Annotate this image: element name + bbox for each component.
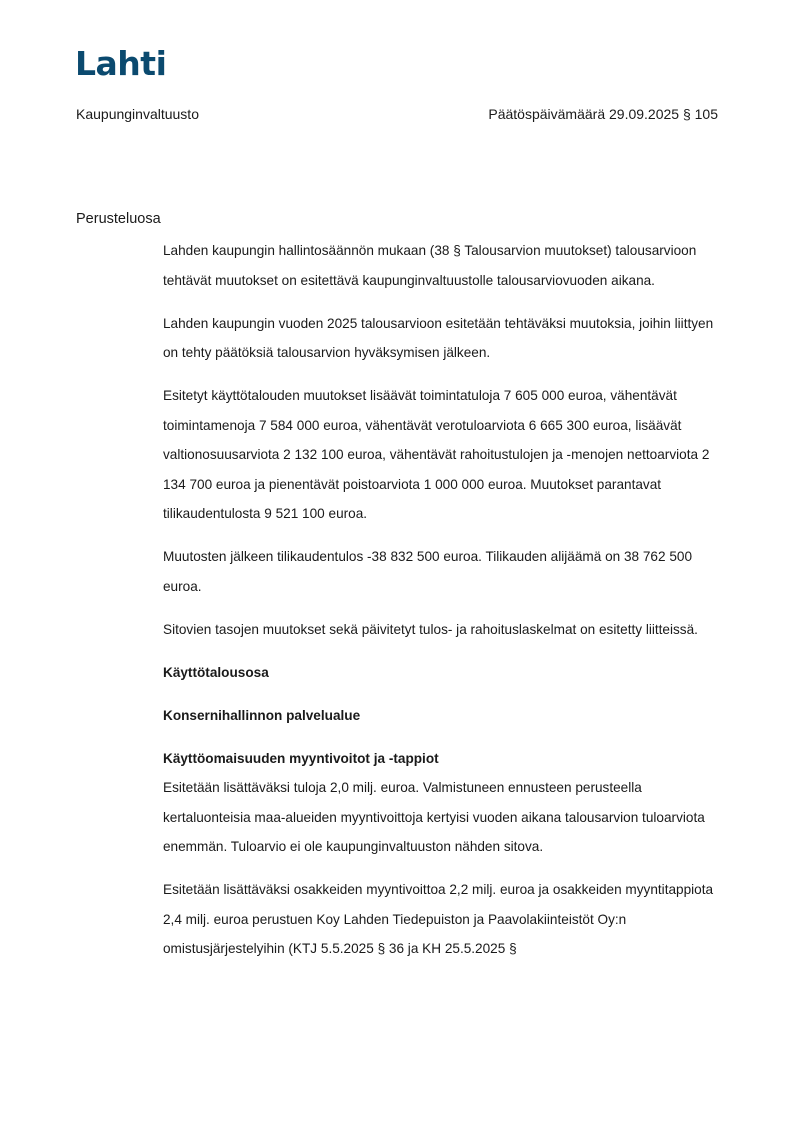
heading-kayttotalousosa: Käyttötalousosa [163, 664, 269, 680]
heading-myyntivoitot: Käyttöomaisuuden myyntivoitot ja -tappiot [163, 750, 439, 766]
lahti-logo: Lahti [75, 44, 167, 83]
decision-date: Päätöspäivämäärä 29.09.2025 § 105 [488, 106, 718, 122]
paragraph: Esitetään lisättäväksi osakkeiden myyntivoittoa 2,2 milj. euroa ja osakkeiden myyntitappiota 2,4 milj. euroa perustuen Koy Lahden Tiedepuiston ja Paavolakiinteistöt Oy:n omistusjärjestelyihin (KTJ 5.5.2025 § 36 ja KH 25.5.2025 § [163, 882, 714, 956]
paragraph: Sitovien tasojen muutokset sekä päivitetyt tulos- ja rahoituslaskelmat on esitetty liitteissä. [163, 621, 698, 637]
paragraph: Muutosten jälkeen tilikaudentulos -38 832 500 euroa. Tilikauden alijäämä on 38 762 500 euroa. [163, 549, 693, 594]
paragraph: Lahden kaupungin hallintosäännön mukaan (38 § Talousarvion muutokset) talousarvioon tehtävät muutokset on esitettävä kaupunginvaltuustolle talousarviovuoden aikana. [163, 243, 697, 288]
heading-konsernihallinto: Konsernihallinnon palvelualue [163, 707, 361, 723]
section-title: Perusteluosa [76, 211, 161, 227]
paragraph: Esitetään lisättäväksi tuloja 2,0 milj. euroa. Valmistuneen ennusteen perusteella kertaluonteisia maa-alueiden myyntivoittoja kertyisi vuoden aikana talousarvion tuloarviota enemmän. Tuloarvio ei ole kaupunginvaltuuston nähden sitova. [163, 780, 705, 854]
paragraph: Esitetyt käyttötalouden muutokset lisäävät toimintatuloja 7 605 000 euroa, vähentävät toimintamenoja 7 584 000 euroa, vähentävät verotuloarviota 6 665 300 euroa, lisäävät valtionosuusarviota 2 132 100 euroa, vähentävät rahoitustulojen ja -menojen nettoarviota 2 134 700 euroa ja pienentävät poistoarviota 1 000 000 euroa. Muutokset parantavat tilikaudentulosta 9 521 100 euroa. [163, 388, 710, 521]
document-body [163, 236, 723, 977]
paragraph: Lahden kaupungin vuoden 2025 talousarvioon esitetään tehtäväksi muutoksia, joihin liittyen on tehty päätöksiä talousarvion hyväksymisen jälkeen. [163, 315, 714, 360]
organ-name: Kaupunginvaltuusto [76, 106, 199, 122]
